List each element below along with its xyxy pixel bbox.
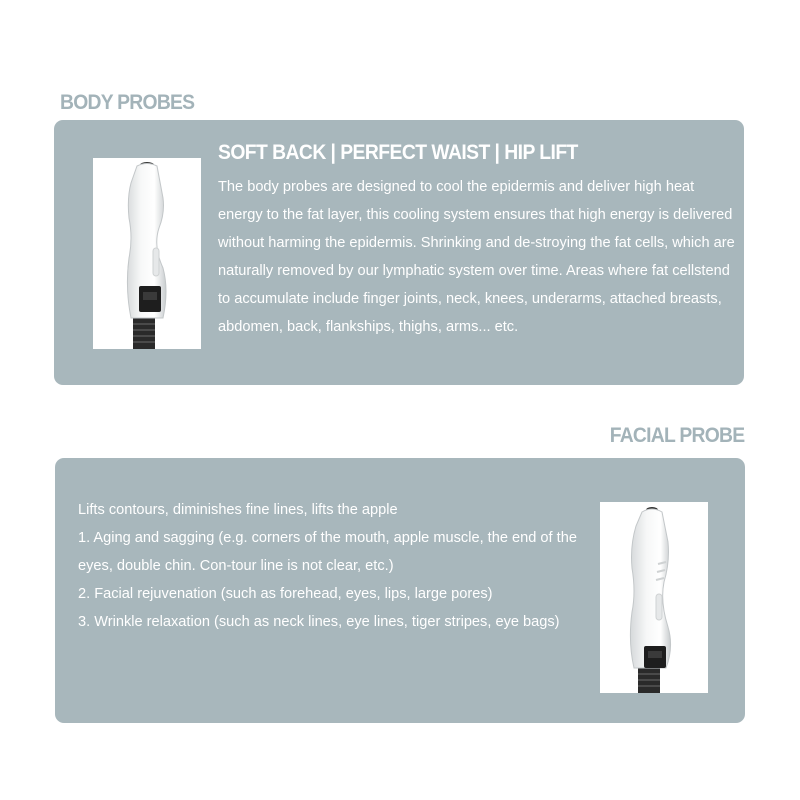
facial-probe-image	[600, 502, 708, 693]
list-item: 1. Aging and sagging (e.g. corners of the mouth, apple muscle, the end of the eyes, double chin. Con-tour line is not clear, etc.)	[78, 530, 577, 574]
list-item: 2. Facial rejuvenation (such as forehead, eyes, lips, large pores)	[78, 586, 493, 602]
facial-probe-heading: FACIAL PROBE	[609, 424, 744, 447]
body-probe-image	[93, 158, 201, 349]
facial-probe-panel	[55, 458, 745, 723]
facial-probe-handpiece-icon	[600, 502, 708, 693]
body-probes-title: SOFT BACK | PERFECT WAIST | HIP LIFT	[218, 141, 578, 164]
list-item: 3. Wrinkle relaxation (such as neck lines, eye lines, tiger stripes, eye bags)	[78, 614, 560, 630]
body-probe-handpiece-icon	[93, 158, 201, 349]
body-probes-description: The body probes are designed to cool the epidermis and deliver high heat energy to the fat layer, this cooling system ensures that high energy is delivered without harming the epidermis. Shrinking and de-stroying the fat cells, which are naturally removed by our lymphatic system over time. Areas where fat cellstend to accumulate include finger joints, neck, knees, underarms, attached breasts, abdomen, back, flankships, thighs, arms... etc.	[218, 179, 735, 335]
facial-probe-benefits-list	[78, 496, 578, 636]
body-probes-heading: BODY PROBES	[60, 91, 195, 114]
list-item: Lifts contours, diminishes fine lines, lifts the apple	[78, 502, 398, 518]
body-probes-panel	[54, 120, 744, 385]
